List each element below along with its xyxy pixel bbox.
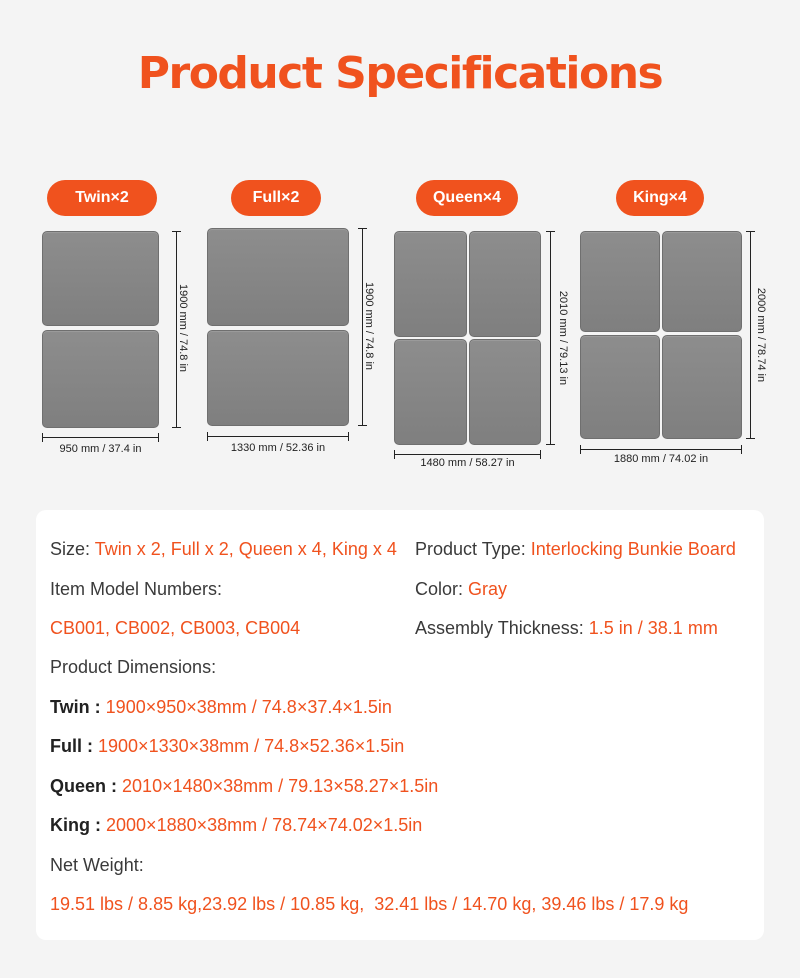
board-panel <box>207 330 349 426</box>
spec-size-value: Twin x 2, Full x 2, Queen x 4, King x 4 <box>94 539 397 559</box>
spec-model-value: CB001, CB002, CB003, CB004 <box>50 618 301 638</box>
dimension-row-king <box>50 815 422 836</box>
dimension-name: King : <box>50 815 101 835</box>
pill-full: Full×2 <box>231 180 321 216</box>
dimension-value: 1900×950×38mm / 74.8×37.4×1.5in <box>105 697 392 717</box>
board-panel <box>394 231 467 337</box>
spec-size <box>50 539 397 560</box>
spec-dimensions-label: Product Dimensions: <box>50 657 217 677</box>
width-dimension-line <box>42 437 159 438</box>
width-label-king: 1880 mm / 74.02 in <box>613 453 709 465</box>
dimension-value: 1900×1330×38mm / 74.8×52.36×1.5in <box>98 736 405 756</box>
width-label-full: 1330 mm / 52.36 in <box>230 442 326 454</box>
dimension-name: Full : <box>50 736 93 756</box>
dimension-row-queen <box>50 776 438 797</box>
height-dimension-line <box>750 231 751 439</box>
spec-weight-label: Net Weight: <box>50 855 144 875</box>
height-label-full: 1900 mm / 74.8 in <box>363 281 375 371</box>
dimension-value: 2000×1880×38mm / 78.74×74.02×1.5in <box>106 815 423 835</box>
height-dimension-line <box>550 231 551 445</box>
spec-model-label: Item Model Numbers: <box>50 579 223 599</box>
spec-product-type-value: Interlocking Bunkie Board <box>530 539 736 559</box>
spec-weight-value: 19.51 lbs / 8.85 kg,23.92 lbs / 10.85 kg, 32.41 lbs / 14.70 kg, 39.46 lbs / 17.9 kg <box>50 894 689 914</box>
dimension-name: Queen : <box>50 776 118 796</box>
board-panel <box>207 228 349 326</box>
spec-thickness-value: 1.5 in / 38.1 mm <box>588 618 718 638</box>
height-label-queen: 2010 mm / 79.13 in <box>557 290 569 386</box>
height-label-twin: 1900 mm / 74.8 in <box>177 283 189 373</box>
dimension-row-twin <box>50 697 392 718</box>
spec-thickness <box>415 618 718 639</box>
dimension-value: 2010×1480×38mm / 79.13×58.27×1.5in <box>122 776 439 796</box>
board-panel <box>580 335 660 439</box>
dimension-name: Twin : <box>50 697 101 717</box>
pill-king: King×4 <box>616 180 704 216</box>
board-panel <box>469 339 541 445</box>
dimension-row-full <box>50 736 404 757</box>
width-dimension-line <box>207 436 349 437</box>
specs-card <box>36 510 764 940</box>
pill-twin: Twin×2 <box>47 180 157 216</box>
width-label-queen: 1480 mm / 58.27 in <box>420 457 515 469</box>
board-panel <box>42 330 159 428</box>
spec-color-label: Color: <box>415 579 464 599</box>
pill-queen: Queen×4 <box>416 180 518 216</box>
board-panel <box>662 335 742 439</box>
width-dimension-line <box>580 449 742 450</box>
spec-product-type <box>415 539 736 560</box>
board-panel <box>394 339 467 445</box>
spec-product-type-label: Product Type: <box>415 539 526 559</box>
height-label-king: 2000 mm / 78.74 in <box>755 287 767 383</box>
board-panel <box>42 231 159 326</box>
spec-thickness-label: Assembly Thickness: <box>415 618 584 638</box>
spec-color <box>415 579 507 600</box>
board-panel <box>580 231 660 332</box>
spec-size-label: Size: <box>50 539 91 559</box>
page-title: Product Specifications <box>137 48 663 99</box>
width-dimension-line <box>394 454 541 455</box>
board-panel <box>662 231 742 332</box>
width-label-twin: 950 mm / 37.4 in <box>59 443 142 455</box>
spec-color-value: Gray <box>468 579 508 599</box>
board-panel <box>469 231 541 337</box>
